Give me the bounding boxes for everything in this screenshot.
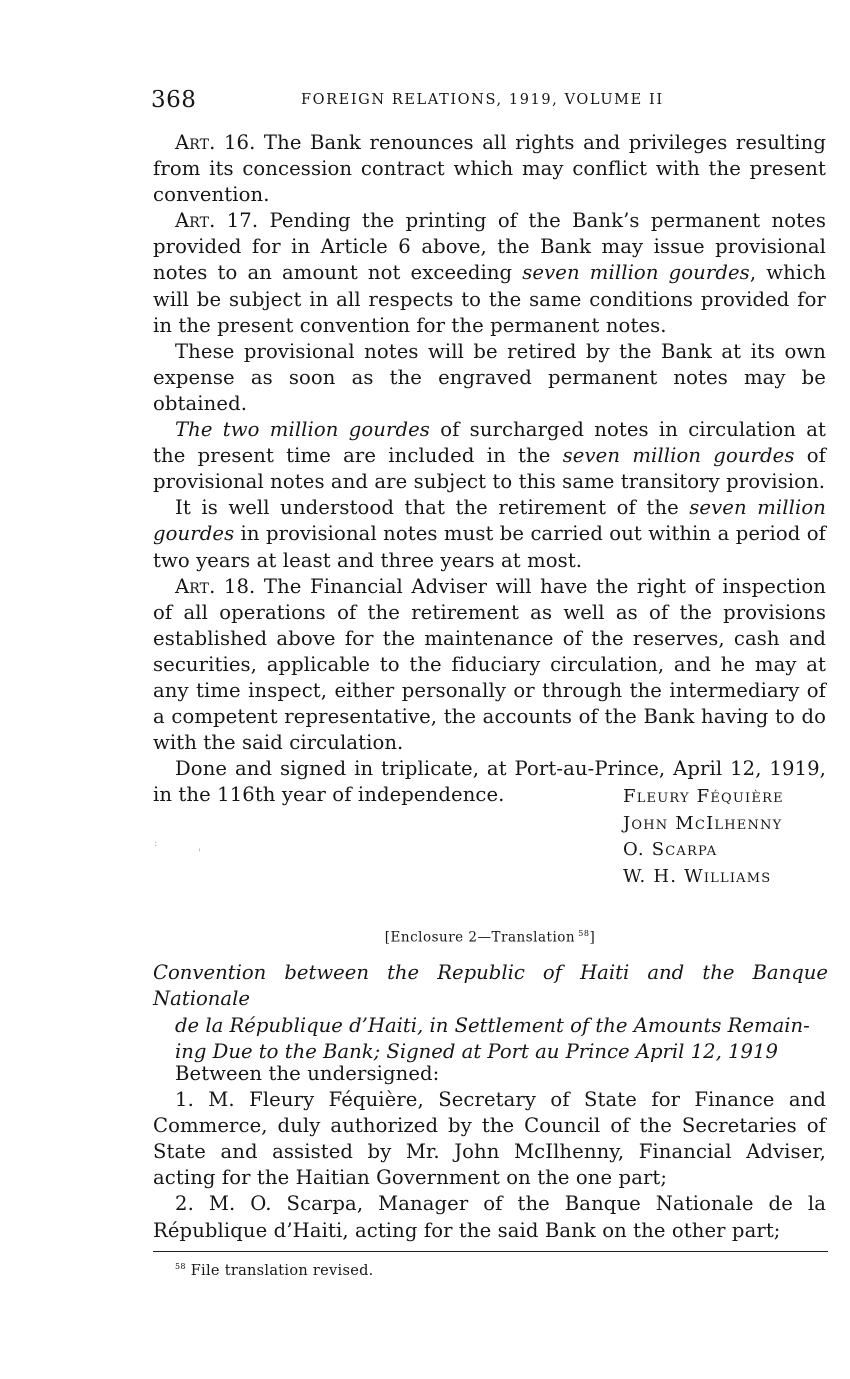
signatory: W. H. Williams [623,865,772,887]
signatory: Fleury Féquière [623,786,784,807]
enclosure-close: ] [589,929,596,946]
paragraph-text: The Bank renounces all rights and privileges resulting from its concession contract which may conflict with the present convention. [153,131,826,207]
paragraph-undersigned: Between the undersigned: [175,1062,440,1085]
signatory: O. Scarpa [623,839,718,860]
emphasis: seven million gourdes [522,261,750,285]
article-label: Art. 16. [175,131,256,154]
convention-title [153,960,828,1066]
paragraph-text: It is well understood that the retirement of the [175,496,690,520]
paragraph-party-2: 2. M. O. Scarpa, Manager of the Banque Nationale de la République d’Haiti, acting for the said Bank on the other part; [153,1192,826,1242]
paragraph-art-16 [153,130,826,208]
scan-speck: : [154,838,158,849]
page-header [151,87,826,115]
emphasis: seven million gourdes [562,444,795,468]
paragraph-text: The Financial Adviser will have the right of inspection of all operations of the retirement as well as of the provisions established above for the maintenance of the reserves, cash and securities, applicable to the fiduciary circulation, and he may at any time inspect, either personally or through the intermediary of a competent representative, the accounts of the Bank having to do with the said circulation. [153,574,826,755]
paragraph-retirement [153,495,826,573]
paragraph-art-17 [153,208,826,338]
emphasis: The two million gourdes [175,418,430,442]
convention-text [153,1061,826,1244]
scan-speck: ' [198,848,201,859]
enclosure-heading [0,929,850,946]
signatory: John McIlhenny [623,812,783,834]
signature-block [623,784,784,890]
page-number: 368 [151,87,197,113]
footnote-number: 58 [175,1262,186,1271]
article-text [153,130,826,808]
paragraph-two-million [153,417,826,495]
paragraph-text: These provisional notes will be retired by the Bank at its own expense as soon as the engraved permanent notes may be obtained. [153,339,826,415]
paragraph-text: in provisional notes must be carried out within a period of two years at least and three years at most. [153,522,826,572]
paragraph-provisional-notes [153,339,826,417]
paragraph-text: , which will be subject in all respects to the same conditions provided for in the present convention for the permanent notes. [153,261,826,337]
running-title: FOREIGN RELATIONS, 1919, VOLUME II [301,92,664,108]
title-line: ing Due to the Bank; Signed at Port au Prince April 12, 1919 [175,1040,778,1064]
title-line: Convention between the Republic of Haiti and the Banque Nationale [153,961,828,1011]
title-line: de la République d’Haiti, in Settlement of the Amounts Remain- [175,1013,810,1037]
footnote-text: File translation revised. [185,1262,374,1279]
paragraph-party-1: 1. M. Fleury Féquière, Secretary of State for Finance and Commerce, duly authorized by the Council of the Secretaries of State and assisted by Mr. John McIlhenny, Financial Adviser, acting for the Haitian Government on the one part; [153,1088,826,1190]
footnote [175,1262,374,1279]
paragraph-art-18 [153,574,826,757]
footnote-divider [153,1251,828,1252]
paragraph-text: of provisional notes and are subject to this same transitory provision. [153,444,826,494]
article-label: Art. 17. [175,209,259,233]
paragraph-text: of surcharged notes in circulation at the present time are included in the [153,418,826,468]
article-label: Art. 18. [175,574,256,598]
emphasis: seven million gourdes [153,496,826,546]
paragraph-text: Done and signed in triplicate, at Port-au-Prince, April 12, 1919, in the 116th year of independence. [153,757,826,807]
enclosure-label: [Enclosure 2—Translation [384,929,576,946]
footnote-ref: 58 [578,929,590,938]
paragraph-text: Pending the printing of the Bank’s permanent notes provided for in Article 6 above, the Bank may issue provisional notes to an amount not exceeding [153,209,827,285]
